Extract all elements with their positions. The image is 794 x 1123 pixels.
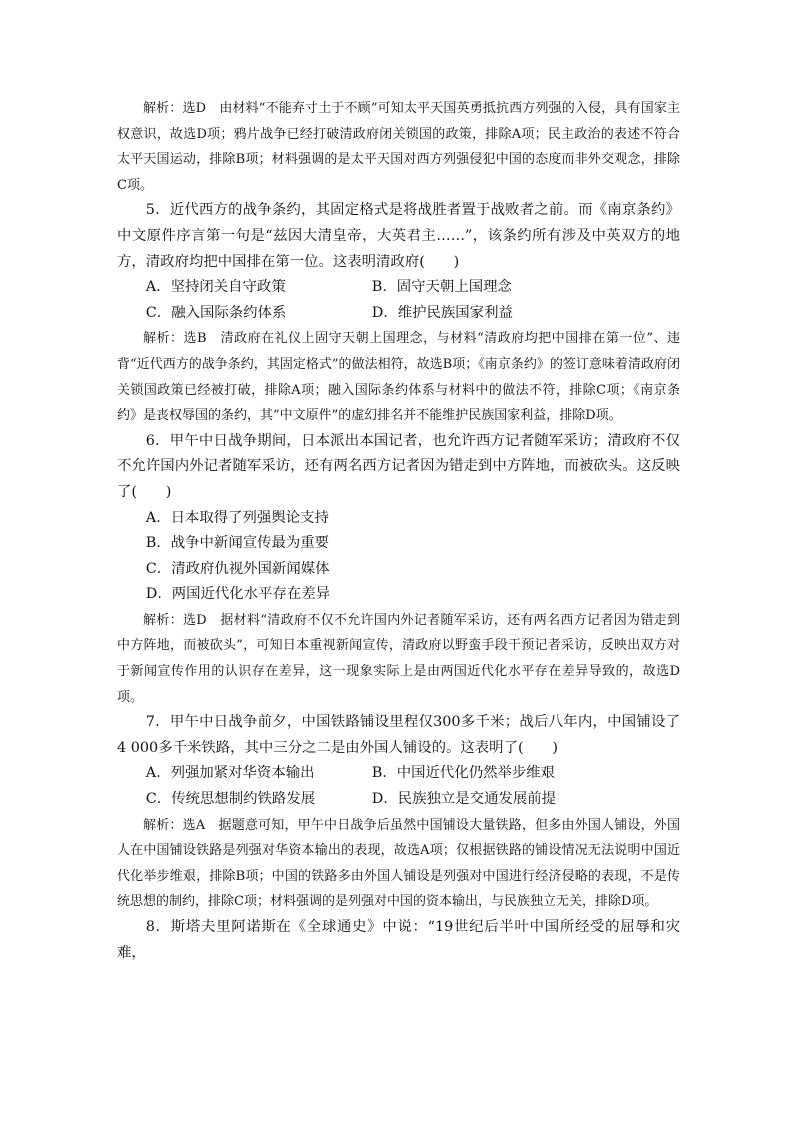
answer-option: B．战争中新闻宣传最为重要 [145, 535, 330, 552]
answer-explanation: 解析：选D 据材料“清政府不仅不允许国内外记者随军采访，还有两名西方记者因为错走到中方阵地，而被砍头”，可知日本重视新闻宣传，清政府以野蛮手段干预记者采访，反映出双方对于新闻宣传作用的认识存在差异，这一现象实际上是由两国近代化水平存在差异导致的，故选D项。 [117, 612, 680, 705]
question-stem: 6．甲午中日战争期间，日本派出本国记者，也允许西方记者随军采访；清政府不仅不允许国内外记者随军采访，还有两名西方记者因为错走到中方阵地，而被砍头。这反映了( ) [117, 432, 680, 500]
answer-option: D．两国近代化水平存在差异 [145, 586, 331, 603]
answer-option: D．民族独立是交通发展前提 [371, 791, 557, 808]
answer-explanation: 解析：选B 清政府在礼仪上固守天朝上国理念，与材料“清政府均把中国排在第一位”、违背“近代西方的战争条约，其固定格式”的做法相符，故选B项；《南京条约》的签订意味着清政府闭关锁国政策已经被打破，排除A项；融入国际条约体系与材料中的做法不符，排除C项；《南京条约》是丧权辱国的条约，其“中文原件”的虚幻排名并不能维护民族国家利益，排除D项。 [117, 331, 680, 424]
answer-option: A．列强加紧对华资本输出 [145, 765, 315, 782]
answer-explanation: 解析：选A 据题意可知，甲午中日战争后虽然中国铺设大量铁路，但多由外国人铺设，外国人在中国铺设铁路是列强对华资本输出的表现，故选A项；仅根据铁路的铺设情况无法说明中国近代化举步维艰，排除B项；中国的铁路多由外国人铺设是列强对中国进行经济侵略的表现，不是传统思想的制约，排除C项；材料强调的是列强对中国的资本输出，与民族独立无关，排除D项。 [117, 817, 680, 910]
question-stem: 7．甲午中日战争前夕，中国铁路铺设里程仅300多千米；战后八年内，中国铺设了4 000多千米铁路，其中三分之二是由外国人铺设的。这表明了( ) [117, 714, 680, 756]
answer-option: A．坚持闭关自守政策 [145, 279, 286, 296]
answer-option: C．融入国际条约体系 [145, 304, 287, 321]
answer-option: D．维护民族国家利益 [371, 304, 513, 321]
answer-options [117, 275, 680, 326]
document-page [117, 96, 680, 966]
answer-explanation: 解析：选D 由材料“不能弃寸土于不顾”可知太平天国英勇抵抗西方列强的入侵，具有国家主权意识，故选D项；鸦片战争已经打破清政府闭关锁国的政策，排除A项；民主政治的表述不符合太平天国运动，排除B项；材料强调的是太平天国对西方列强侵犯中国的态度而非外交观念，排除C项。 [117, 101, 680, 193]
answer-option: C．清政府仇视外国新闻媒体 [145, 560, 330, 577]
answer-options [117, 506, 680, 608]
answer-option: A．日本取得了列强舆论支持 [145, 509, 329, 526]
answer-option: C．传统思想制约铁路发展 [145, 791, 316, 808]
answer-option: B．中国近代化仍然举步维艰 [371, 765, 556, 782]
question-stem: 8．斯塔夫里阿诺斯在《全球通史》中说：“19世纪后半叶中国所经受的屈辱和灾难， [117, 919, 680, 961]
answer-option: B．固守天朝上国理念 [371, 279, 512, 296]
question-stem: 5．近代西方的战争条约，其固定格式是将战胜者置于战败者之前。而《南京条约》中文原件序言第一句是“兹因大清皇帝，大英君主……”，该条约所有涉及中英双方的地方，清政府均把中国排在第一位。这表明清政府( ) [117, 202, 680, 270]
answer-options [117, 761, 680, 812]
